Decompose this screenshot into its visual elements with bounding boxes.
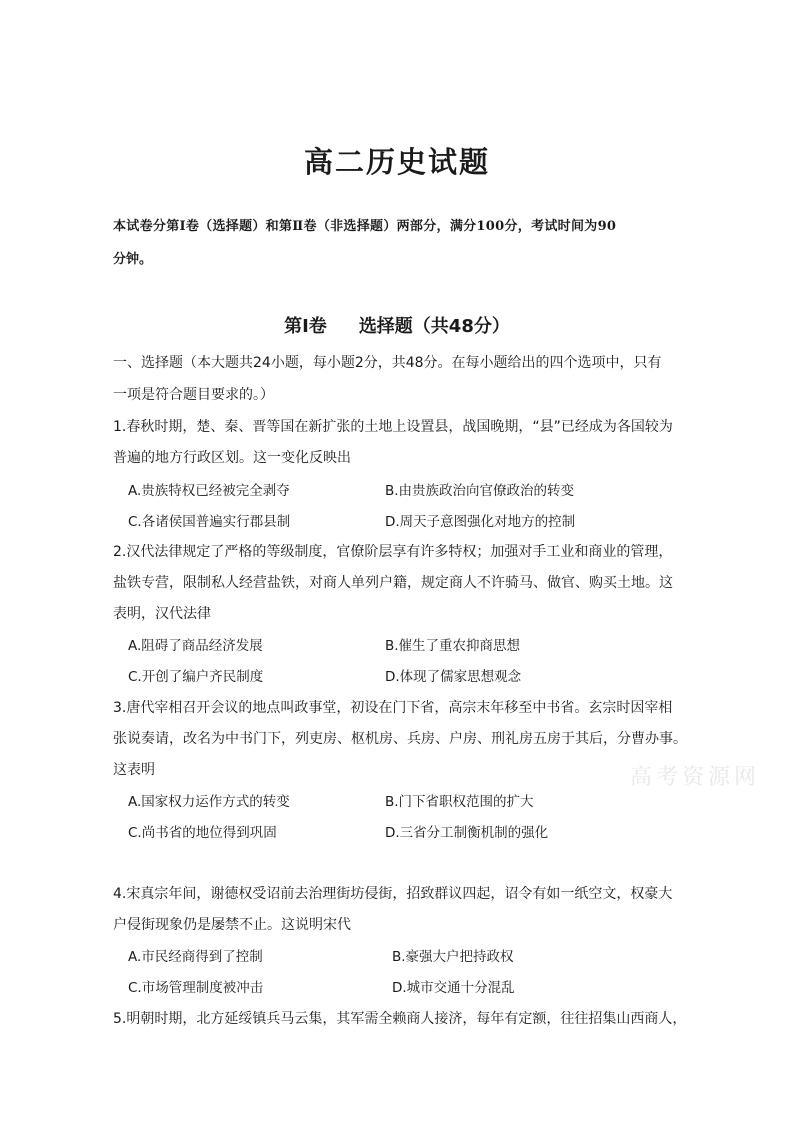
question-2-option-c: C.开创了编户齐民制度	[128, 669, 264, 685]
question-3-line-3: 这表明	[113, 762, 155, 778]
page-title: 高二历史试题	[303, 145, 490, 179]
question-4-line-1: 4.宋真宗年间，谢德权受诏前去治理街坊侵街，招致群议四起，诏令有如一纸空文，权豪大	[113, 886, 673, 902]
question-4-option-c: C.市场管理制度被冲击	[128, 980, 264, 996]
question-3-line-2: 张说奏请，改名为中书门下，列吏房、枢机房、兵房、户房、刑礼房五房于其后，分曹办事。	[113, 731, 687, 747]
question-2-line-1: 2.汉代法律规定了严格的等级制度，官僚阶层享有许多特权；加强对手工业和商业的管理，	[113, 544, 673, 560]
question-1-option-d: D.周天子意图强化对地方的控制	[385, 514, 576, 530]
question-3-line-1: 3.唐代宰相召开会议的地点叫政事堂，初设在门下省，高宗末年移至中书省。玄宗时因宰相	[113, 700, 673, 716]
question-2-option-d: D.体现了儒家思想观念	[385, 669, 522, 685]
intro-line-1: 本试卷分第Ⅰ卷（选择题）和第Ⅱ卷（非选择题）两部分，满分100分，考试时间为90	[113, 219, 617, 234]
question-3-option-a: A.国家权力运作方式的转变	[128, 794, 290, 810]
question-2-line-3: 表明，汉代法律	[113, 606, 211, 622]
question-2-line-2: 盐铁专营，限制私人经营盐铁，对商人单列户籍，规定商人不许骑马、做官、购买土地。这	[113, 575, 673, 591]
instructions-line-2: 一项是符合题目要求的。）	[113, 387, 274, 403]
question-4-option-a: A.市民经商得到了控制	[128, 949, 263, 965]
question-1-line-1: 1.春秋时期，楚、秦、晋等国在新扩张的土地上设置县，战国晚期，“县”已经成为各国较为	[113, 419, 673, 435]
question-5-line-1: 5.明朝时期，北方延绥镇兵马云集，其军需全赖商人接济，每年有定额，往往招集山西商人，	[113, 1011, 687, 1027]
question-4-option-d: D.城市交通十分混乱	[392, 980, 515, 996]
question-3-option-c: C.尚书省的地位得到巩固	[128, 825, 277, 841]
section-name: 选择题（共48分）	[358, 316, 510, 337]
question-4-line-2: 户侵街现象仍是屡禁不止。这说明宋代	[113, 917, 351, 933]
intro-line-2: 分钟。	[113, 252, 153, 267]
instructions-line-1: 一、选择题（本大题共24小题，每小题2分，共48分。在每小题给出的四个选项中，只有	[113, 355, 662, 371]
question-3-option-b: B.门下省职权范围的扩大	[385, 794, 534, 810]
question-1-line-2: 普遍的地方行政区划。这一变化反映出	[113, 450, 351, 466]
watermark: 高考资源网	[630, 765, 761, 790]
question-1-option-b: B.由贵族政治向官僚政治的转变	[385, 483, 575, 499]
question-4-option-b: B.豪强大户把持政权	[392, 949, 514, 965]
question-1-option-a: A.贵族特权已经被完全剥夺	[128, 483, 290, 499]
question-1-option-c: C.各诸侯国普遍实行郡县制	[128, 514, 291, 530]
question-3-option-d: D.三省分工制衡机制的强化	[385, 825, 549, 841]
section-part: 第Ⅰ卷	[284, 316, 327, 337]
section-heading	[0, 312, 794, 338]
question-2-option-b: B.催生了重农抑商思想	[385, 638, 521, 654]
question-2-option-a: A.阻碍了商品经济发展	[128, 638, 263, 654]
